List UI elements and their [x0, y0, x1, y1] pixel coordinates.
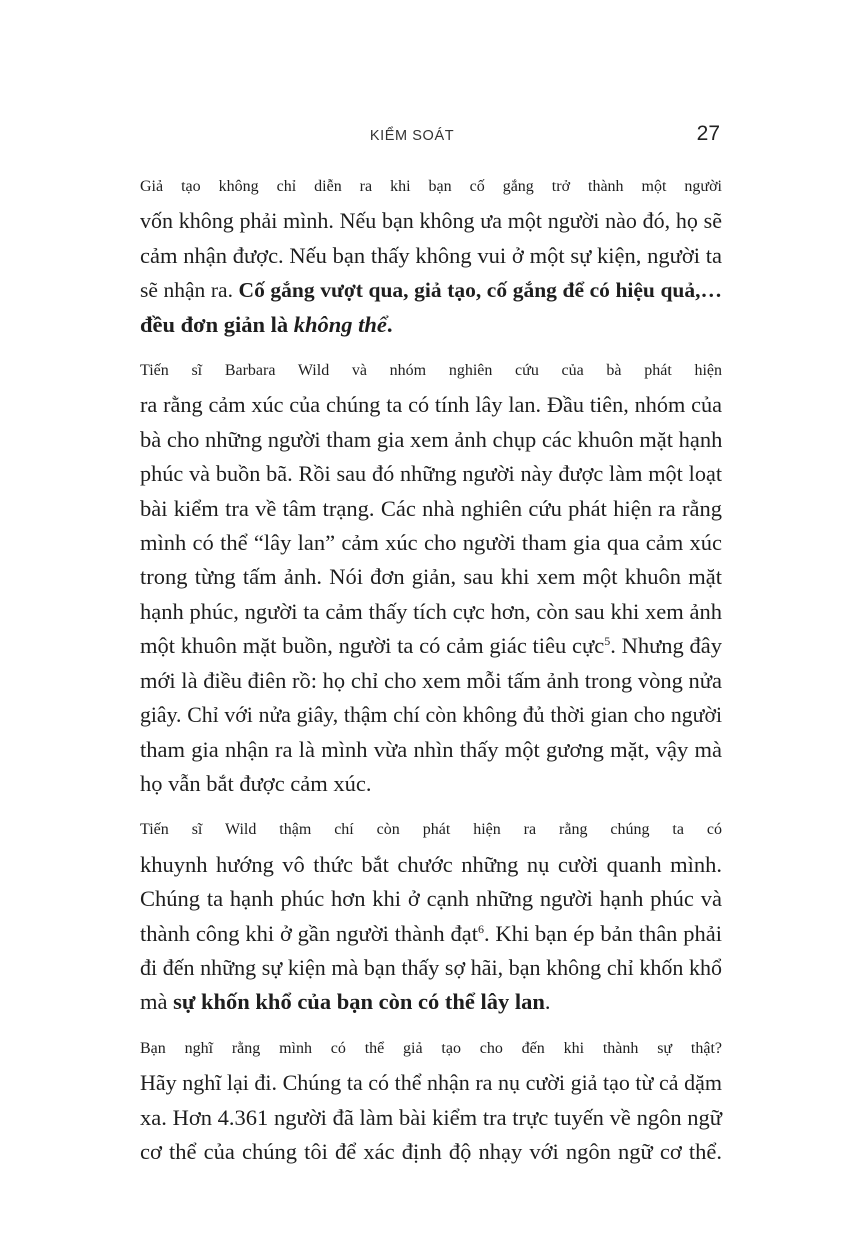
text-line	[104, 985, 722, 1019]
text-line: Chúng ta hạnh phúc hơn khi ở cạnh những người hạnh phúc và	[140, 886, 722, 912]
page-number: 27	[696, 122, 720, 145]
text-run: . Khi bạn ép bản thân phải	[483, 920, 722, 946]
paragraph-3	[104, 813, 722, 1019]
text-line: xa. Hơn 4.361 người đã làm bài kiểm tra trực tuyến về ngôn ngữ	[140, 1104, 722, 1130]
footnote-ref-6: 6	[477, 921, 484, 936]
bold-text: Cố gắng vượt qua, giả tạo, cố gắng để có hiệu quả,…	[238, 278, 723, 303]
text-line: Giả tạo không chỉ diễn ra khi bạn cố gắng trở thành một người	[140, 178, 722, 195]
text-line: bài kiểm tra về tâm trạng. Các nhà nghiên cứu phát hiện ra rằng	[140, 495, 722, 521]
text-line: cảm nhận được. Nếu bạn thấy không vui ở một sự kiện, người ta	[140, 242, 722, 268]
page-header	[104, 122, 720, 152]
text-line: vốn không phải mình. Nếu bạn không ưa một người nào đó, họ sẽ	[140, 208, 722, 234]
text-line: tham gia nhận ra là mình vừa nhìn thấy một gương mặt, vậy mà	[140, 736, 722, 762]
text-run: mà	[140, 989, 174, 1015]
text-line	[104, 917, 722, 951]
text-run: .	[544, 989, 551, 1015]
paragraph-1	[104, 170, 722, 342]
bold-text: đều đơn giản là	[140, 311, 294, 337]
text-line: bà cho những người tham gia xem ảnh chụp các khuôn mặt hạnh	[140, 426, 723, 452]
bold-italic-text: không thể	[293, 311, 387, 337]
text-line	[104, 308, 722, 342]
body-text	[104, 170, 722, 1181]
text-line: ra rằng cảm xúc của chúng ta có tính lây lan. Đầu tiên, nhóm của	[140, 392, 722, 418]
text-line: Bạn nghĩ rằng mình có thể giả tạo cho đến khi thành sự thật?	[140, 1039, 722, 1057]
text-line: cơ thể của chúng tôi để xác định độ nhạy với ngôn ngữ cơ thể.	[140, 1138, 722, 1164]
text-line: khuynh hướng vô thức bắt chước những nụ cười quanh mình.	[140, 851, 722, 877]
text-line: đi đến những sự kiện mà bạn thấy sợ hãi, bạn không chỉ khốn khổ	[140, 954, 722, 980]
text-line: Tiến sĩ Wild thậm chí còn phát hiện ra rằng chúng ta có	[140, 821, 722, 839]
paragraph-4	[104, 1032, 722, 1170]
text-line: trong từng tấm ảnh. Nói đơn giản, sau khi xem một khuôn mặt	[140, 564, 722, 590]
bold-text: .	[386, 311, 393, 337]
text-run: một khuôn mặt buồn, người ta có cảm giác tiêu cực	[140, 633, 605, 659]
text-run: . Nhưng đây	[610, 633, 722, 659]
text-line: Hãy nghĩ lại đi. Chúng ta có thể nhận ra nụ cười giả tạo từ cả dặm	[140, 1070, 722, 1096]
text-line: mới là điều điên rồ: họ chỉ cho xem mỗi tấm ảnh trong vòng nửa	[140, 667, 722, 693]
text-run: sẽ nhận ra.	[140, 278, 239, 303]
text-line	[104, 273, 722, 307]
bold-text: sự khốn khổ của bạn còn có thể lây lan	[173, 989, 545, 1015]
paragraph-2	[104, 354, 722, 801]
text-line: họ vẫn bắt được cảm xúc.	[140, 770, 372, 796]
footnote-ref-5: 5	[604, 634, 611, 649]
text-line: giây. Chỉ với nửa giây, thậm chí còn không đủ thời gian cho người	[140, 703, 722, 728]
text-line: hạnh phúc, người ta cảm thấy tích cực hơn, còn sau khi xem ảnh	[140, 598, 722, 624]
text-line	[104, 629, 722, 663]
text-line: mình có thể “lây lan” cảm xúc cho người tham gia qua cảm xúc	[140, 530, 722, 556]
text-run: thành công khi ở gần người thành đạt	[140, 920, 478, 946]
running-title: KIỂM SOÁT	[369, 128, 455, 144]
text-line: Tiến sĩ Barbara Wild và nhóm nghiên cứu của bà phát hiện	[140, 362, 722, 380]
text-line: phúc và buồn bã. Rồi sau đó những người này được làm một loạt	[140, 461, 722, 487]
